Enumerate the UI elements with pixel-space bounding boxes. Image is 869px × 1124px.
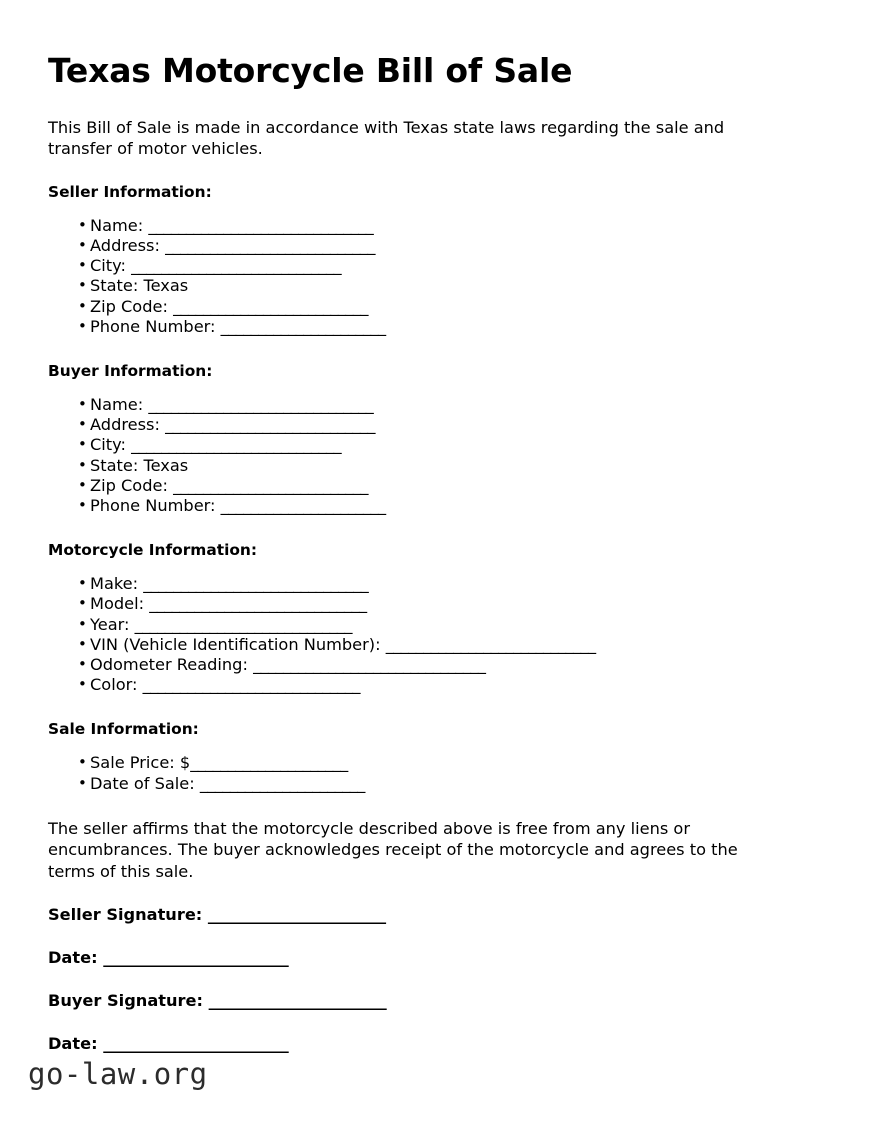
field-label: City:: [90, 256, 132, 276]
field-blank[interactable]: ______________________________: [148, 394, 374, 414]
field-blank[interactable]: ______________________: [220, 495, 386, 515]
list-item: [48, 675, 788, 695]
field-label: Color:: [90, 675, 143, 695]
signature-blank[interactable]: ________________________: [207, 904, 386, 924]
list-item: [48, 574, 788, 594]
field-blank[interactable]: ______________________________: [148, 215, 374, 235]
field-blank[interactable]: ____________________________: [131, 435, 341, 455]
site-watermark: go-law.org: [28, 1057, 208, 1091]
document-body: [48, 52, 788, 1076]
signature-blank[interactable]: ________________________: [208, 991, 387, 1011]
signature-blank[interactable]: _________________________: [103, 1034, 289, 1054]
list-item: [48, 216, 788, 236]
field-blank[interactable]: _____________________________: [149, 594, 367, 614]
list-item: [48, 476, 788, 496]
field-blank[interactable]: ____________________________: [131, 256, 341, 276]
field-blank[interactable]: _____________________________: [134, 614, 352, 634]
field-label: Zip Code:: [90, 475, 174, 495]
field-blank[interactable]: ______________________: [199, 773, 365, 793]
list-item: [48, 615, 788, 635]
section-heading-sale: Sale Information:: [48, 720, 199, 739]
field-label: Year:: [90, 614, 135, 634]
field-label: Name:: [90, 215, 149, 235]
field-label: VIN (Vehicle Identification Number):: [90, 634, 386, 654]
list-item: [48, 435, 788, 455]
list-item: [48, 635, 788, 655]
buyer-signature-line: [48, 990, 788, 1011]
list-item: [48, 456, 788, 476]
field-label: Address:: [90, 415, 166, 435]
list-item: [48, 236, 788, 256]
field-label: Make:: [90, 574, 144, 594]
field-label: Address:: [90, 235, 166, 255]
buyer-date-line: [48, 1033, 788, 1054]
section-heading-seller: Seller Information:: [48, 182, 212, 201]
list-item: [48, 256, 788, 276]
list-item: [48, 496, 788, 516]
field-label: Odometer Reading:: [90, 654, 254, 674]
field-blank[interactable]: ____________________________: [165, 415, 375, 435]
field-label: Phone Number:: [90, 495, 221, 515]
field-label: Name:: [90, 394, 149, 414]
signature-label: Buyer Signature:: [48, 991, 209, 1011]
field-label: State: Texas: [90, 276, 189, 296]
list-item: [48, 655, 788, 675]
field-blank[interactable]: ____________________________: [165, 235, 375, 255]
field-label: Phone Number:: [90, 316, 221, 336]
page-title: Texas Motorcycle Bill of Sale: [48, 51, 573, 90]
field-label: Sale Price: $: [90, 753, 191, 773]
signature-label: Date:: [48, 948, 104, 967]
list-item: [48, 753, 788, 773]
list-item: [48, 774, 788, 794]
section-heading-buyer: Buyer Information:: [48, 361, 213, 380]
list-item: [48, 297, 788, 317]
intro-paragraph: This Bill of Sale is made in accordance with Texas state laws regarding the sale and transfer of motor vehicles.: [48, 117, 725, 159]
field-list-motorcycle: [48, 574, 788, 695]
affirmation-paragraph: The seller affirms that the motorcycle described above is free from any liens or encumbrances. The buyer acknowledges receipt of the motorcycle and agrees to the terms of this sale.: [48, 818, 738, 881]
field-label: State: Texas: [90, 455, 189, 475]
signature-label: Date:: [48, 1034, 104, 1054]
field-blank[interactable]: __________________________: [173, 475, 368, 495]
signature-label: Seller Signature:: [48, 904, 208, 924]
seller-date-line: [48, 947, 788, 968]
seller-signature-line: [48, 904, 788, 925]
field-label: Model:: [90, 594, 150, 614]
field-list-buyer: [48, 395, 788, 516]
field-label: Date of Sale:: [90, 773, 200, 793]
list-item: [48, 594, 788, 614]
field-blank[interactable]: __________________________: [173, 296, 368, 316]
field-blank[interactable]: _______________________________: [253, 654, 486, 674]
field-blank[interactable]: _____________________: [190, 753, 348, 773]
list-item: [48, 395, 788, 415]
field-list-sale: [48, 753, 788, 793]
signature-blank[interactable]: _________________________: [103, 948, 289, 967]
field-label: Zip Code:: [90, 296, 174, 316]
field-label: City:: [90, 435, 132, 455]
list-item: [48, 276, 788, 296]
field-blank[interactable]: ______________________: [220, 316, 386, 336]
field-blank[interactable]: _____________________________: [142, 675, 360, 695]
field-blank[interactable]: ______________________________: [143, 574, 369, 594]
list-item: [48, 317, 788, 337]
list-item: [48, 415, 788, 435]
field-list-seller: [48, 216, 788, 337]
field-blank[interactable]: ____________________________: [385, 634, 596, 654]
section-heading-motorcycle: Motorcycle Information:: [48, 541, 258, 560]
